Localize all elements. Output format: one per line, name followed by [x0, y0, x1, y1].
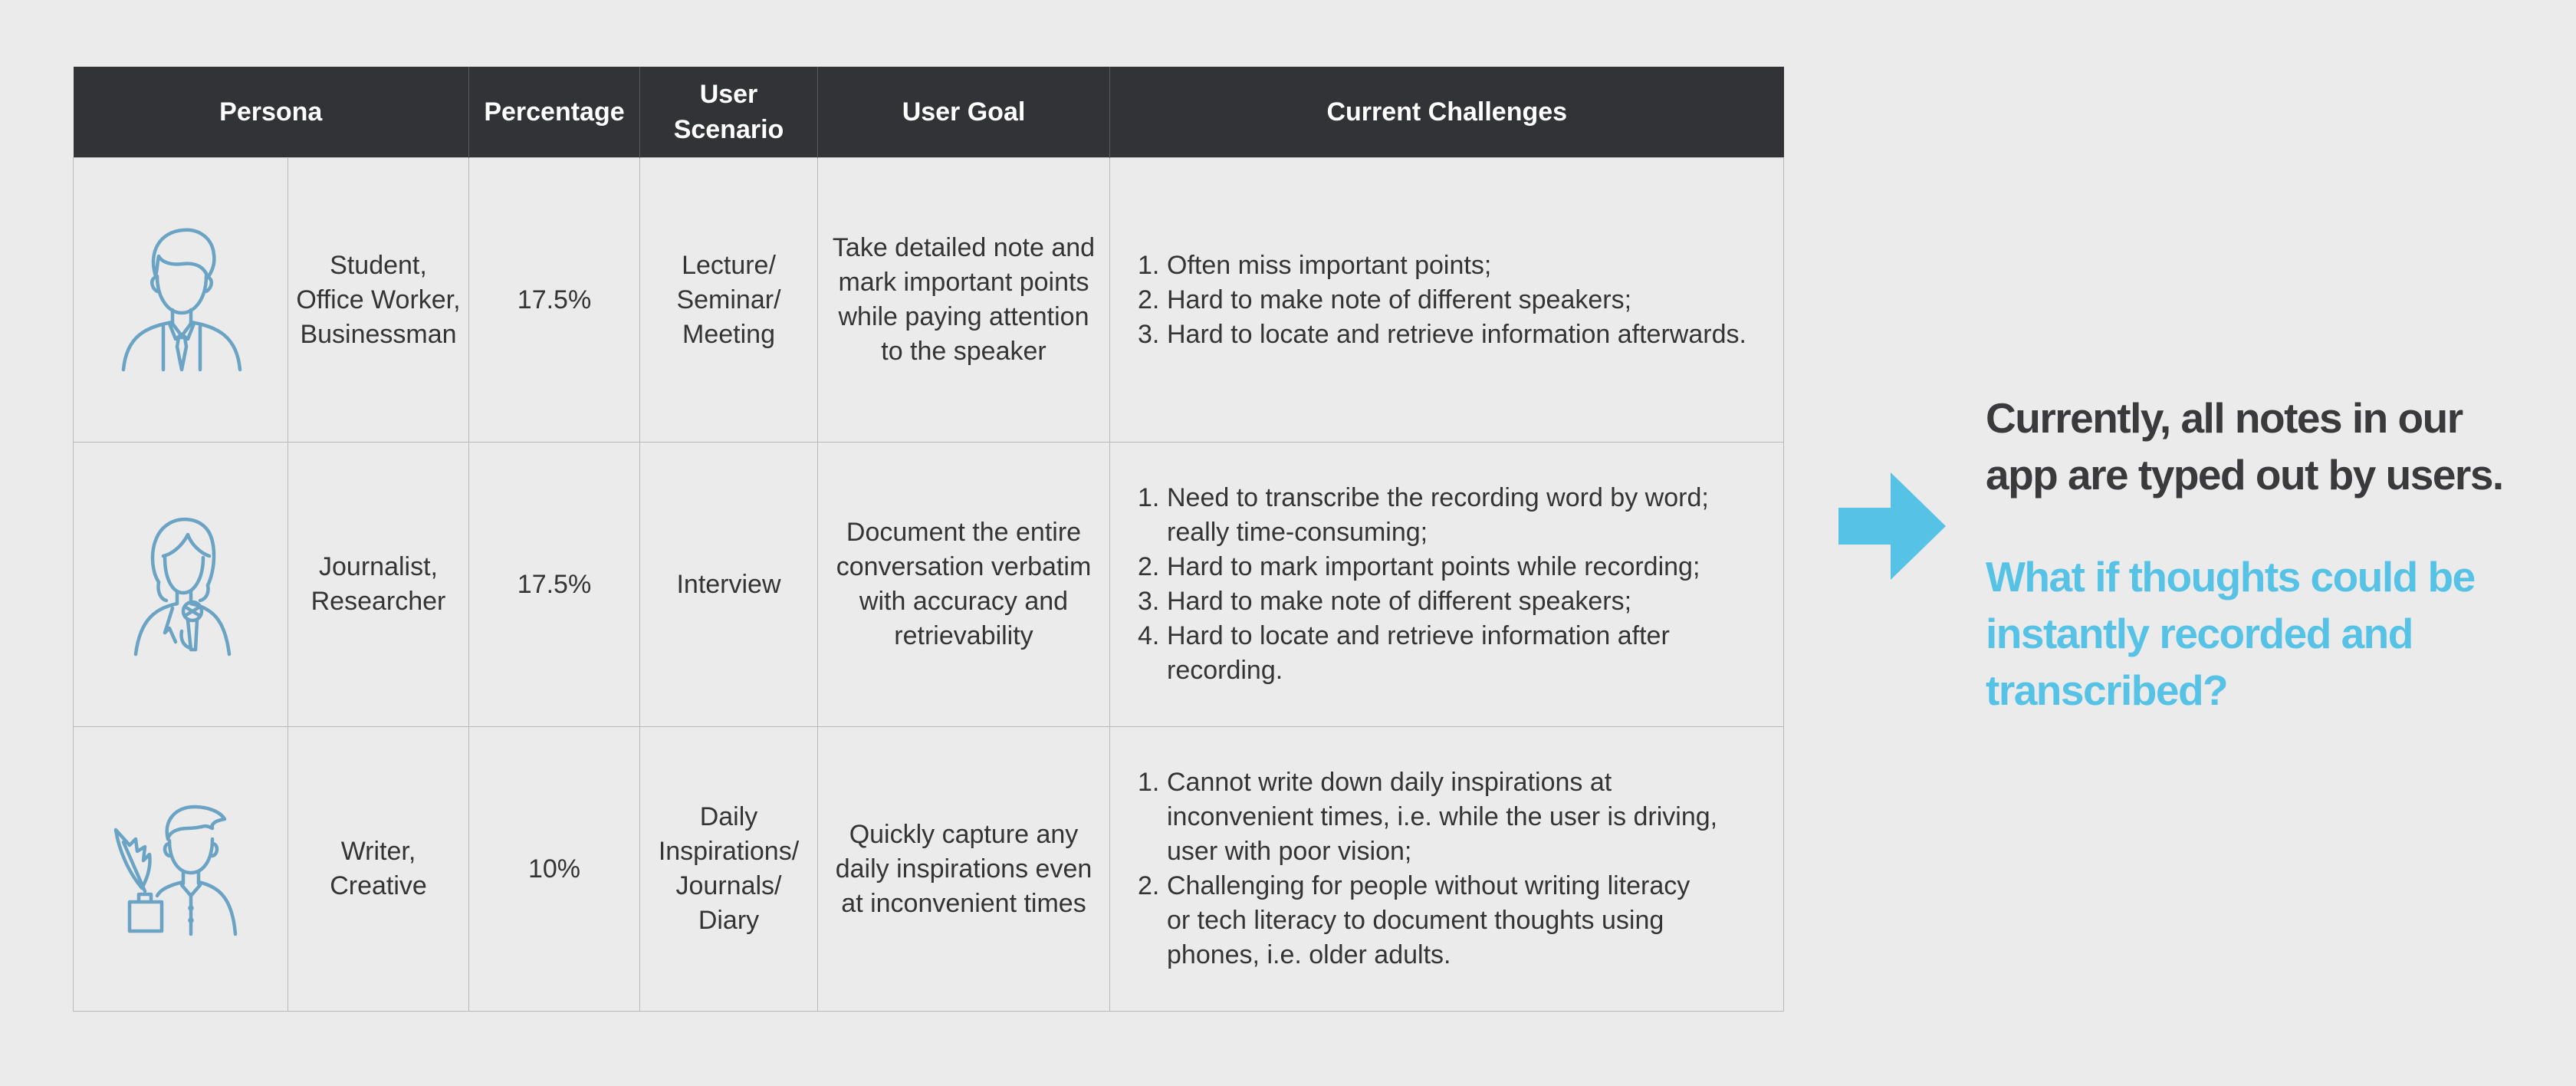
- challenge-list: [1138, 481, 1768, 688]
- challenge-text: Hard to locate and retrieve information after recording.: [1167, 621, 1670, 685]
- header-user-scenario: User Scenario: [640, 67, 818, 158]
- challenge-number: 2.: [1138, 552, 1160, 581]
- persona-table: [73, 67, 1784, 1012]
- challenge-item: [1138, 619, 1768, 688]
- challenge-item: [1138, 765, 1768, 869]
- user-scenario: Interview: [640, 443, 818, 727]
- header-user-goal: User Goal: [818, 67, 1110, 158]
- persona-name: Journalist, Researcher: [288, 443, 469, 727]
- user-goal: Quickly capture any daily inspirations even at inconvenient times: [818, 727, 1110, 1012]
- table-row: [74, 727, 1784, 1012]
- challenge-text: Need to transcribe the recording word by word; really time-consuming;: [1167, 483, 1709, 547]
- challenge-text: Hard to make note of different speakers;: [1167, 587, 1632, 616]
- challenge-number: 2.: [1138, 871, 1160, 900]
- persona-name: Writer, Creative: [288, 727, 469, 1012]
- challenge-text: Hard to make note of different speakers;: [1167, 285, 1632, 314]
- challenge-text: Cannot write down daily inspirations at inconvenient times, i.e. while the user is driving, user with poor vision;: [1167, 768, 1718, 866]
- user-goal: Document the entire conversation verbatim with accuracy and retrievability: [818, 443, 1110, 727]
- current-challenges: [1110, 443, 1784, 727]
- header-current-challenges: Current Challenges: [1110, 67, 1784, 158]
- header-persona: Persona: [74, 67, 469, 158]
- persona-icon-cell: [74, 443, 288, 727]
- arrow-right-icon: [1838, 472, 1946, 580]
- persona-icon-cell: [74, 727, 288, 1012]
- callout-question: What if thoughts could be instantly recorded and transcribed?: [1986, 553, 2475, 714]
- challenge-item: [1138, 248, 1768, 283]
- writer-creative-icon: [93, 781, 269, 957]
- user-goal: Take detailed note and mark important points while paying attention to the speaker: [818, 158, 1110, 443]
- current-challenges: [1110, 158, 1784, 443]
- challenge-text: Challenging for people without writing literacy or tech literacy to document thoughts using phones, i.e. older adults.: [1167, 871, 1691, 969]
- user-scenario: Daily Inspirations/ Journals/ Diary: [640, 727, 818, 1012]
- header-percentage: Percentage: [469, 67, 640, 158]
- challenge-text: Often miss important points;: [1167, 250, 1492, 280]
- challenge-item: [1138, 584, 1768, 619]
- persona-percentage: 17.5%: [469, 443, 640, 727]
- challenge-number: 4.: [1138, 621, 1160, 650]
- challenge-item: [1138, 550, 1768, 584]
- challenge-number: 2.: [1138, 285, 1160, 314]
- challenge-number: 1.: [1138, 768, 1160, 797]
- table-row: [74, 158, 1784, 443]
- table-row: [74, 443, 1784, 727]
- journalist-researcher-icon: [93, 496, 269, 673]
- student-office-worker-icon: [93, 212, 269, 388]
- challenge-text: Hard to locate and retrieve information afterwards.: [1167, 319, 1746, 349]
- challenge-list: [1138, 248, 1768, 352]
- challenge-number: 1.: [1138, 250, 1160, 280]
- challenge-number: 1.: [1138, 483, 1160, 512]
- challenge-item: [1138, 283, 1768, 318]
- persona-percentage: 17.5%: [469, 158, 640, 443]
- challenge-item: [1138, 318, 1768, 352]
- persona-percentage: 10%: [469, 727, 640, 1012]
- user-scenario: Lecture/ Seminar/ Meeting: [640, 158, 818, 443]
- current-challenges: [1110, 727, 1784, 1012]
- challenge-number: 3.: [1138, 587, 1160, 616]
- persona-icon-cell: [74, 158, 288, 443]
- challenge-item: [1138, 481, 1768, 550]
- callout: [1986, 390, 2553, 719]
- callout-headline: Currently, all notes in our app are typed out by users.: [1986, 394, 2503, 499]
- challenge-list: [1138, 765, 1768, 972]
- challenge-item: [1138, 869, 1768, 972]
- challenge-text: Hard to mark important points while recording;: [1167, 552, 1700, 581]
- table-header-row: [74, 67, 1784, 158]
- persona-name: Student, Office Worker, Businessman: [288, 158, 469, 443]
- challenge-number: 3.: [1138, 319, 1160, 349]
